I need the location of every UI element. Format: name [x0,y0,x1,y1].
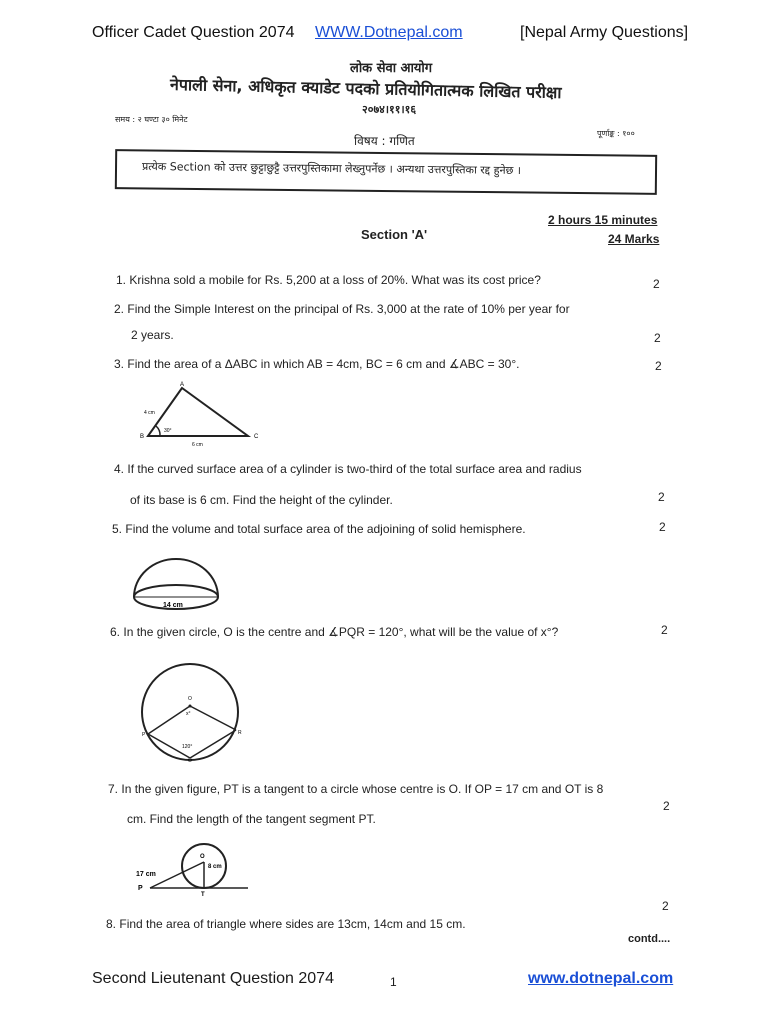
exam-subject: विषय : गणित [354,134,415,148]
question-1-marks: 2 [653,277,660,291]
label-p: P [138,885,143,892]
scanned-question-paper [100,50,680,950]
question-7: 7. In the given figure, PT is a tangent to a circle whose centre is O. If OP = 17 cm and OT is 8 [108,782,604,796]
exam-title: नेपाली सेना, अधिकृत क्याडेट पदको प्रतियोगितात्मक लिखित परीक्षा [169,74,562,103]
label-bc: 6 cm [192,442,203,448]
label-op: 17 cm [136,871,156,878]
label-t: T [201,892,205,896]
header-title: Officer Cadet Question 2074 [92,24,295,41]
label-r: R [238,730,242,736]
tangent-figure [136,840,256,896]
exam-date: २०७४।११।१६ [362,103,417,116]
continued-note: contd.... [628,933,671,945]
question-1: 1. Krishna sold a mobile for Rs. 5,200 at a loss of 20%. What was its cost price? [116,273,541,287]
label-c: C [254,434,259,440]
section-title: Section 'A' [361,227,428,242]
question-4-line-2: of its base is 6 cm. Find the height of the cylinder. [130,493,393,507]
instruction-text: प्रत्येक Section को उत्तर छुट्टाछुट्टै उत्तरपुस्तिकामा लेख्नुपर्नेछ । अन्यथा उत्तरपुस्तिका रद्द हुनेछ । [141,160,522,177]
footer-link[interactable]: www.dotnepal.com [528,970,674,987]
label-ot: 8 cm [208,864,222,870]
question-8: 8. Find the area of triangle where sides are 13cm, 14cm and 15 cm. [106,917,466,931]
question-8-marks: 2 [662,899,669,913]
label-angle-q: 120° [182,744,193,750]
question-2-line-2: 2 years. [131,328,174,342]
label-q: Q [188,758,192,762]
section-duration: 2 hours 15 minutes [548,213,658,227]
header-link[interactable]: WWW.Dotnepal.com [315,24,463,41]
label-a: A [180,382,185,388]
circle-figure [128,662,253,762]
question-5: 5. Find the volume and total surface area of the adjoining of solid hemisphere. [112,522,526,536]
page-number: 1 [390,975,397,989]
hemisphere-figure [130,555,225,615]
label-angle: 30° [164,428,172,434]
exam-time: समय : २ घण्टा ३० मिनेट [115,115,188,124]
question-2-marks: 2 [654,331,661,345]
section-marks: 24 Marks [608,232,660,246]
question-3-marks: 2 [655,359,662,373]
question-5-marks: 2 [659,520,666,534]
exam-full-marks: पूर्णाङ्क : १०० [597,129,635,138]
label-diameter: 14 cm [163,602,183,609]
label-ab: 4 cm [144,410,155,416]
label-b: B [140,434,145,440]
triangle-figure [140,380,270,454]
footer-title: Second Lieutenant Question 2074 [92,970,334,987]
label-o: O [200,854,205,860]
header-category: [Nepal Army Questions] [520,24,689,41]
exam-organization: लोक सेवा आयोग [350,61,433,76]
label-x: x° [186,711,191,717]
question-6-marks: 2 [661,623,668,637]
label-o: O [188,696,192,702]
question-7-line-2: cm. Find the length of the tangent segment PT. [127,812,376,826]
question-3: 3. Find the area of a ΔABC in which AB = 4cm, BC = 6 cm and ∡ABC = 30°. [114,357,520,371]
question-6: 6. In the given circle, O is the centre and ∡PQR = 120°, what will be the value of x°? [110,625,559,639]
label-p: P [142,732,146,738]
question-4-marks: 2 [658,490,665,504]
question-7-marks: 2 [663,799,670,813]
question-4: 4. If the curved surface area of a cylinder is two-third of the total surface area and radius [114,462,582,476]
question-2: 2. Find the Simple Interest on the principal of Rs. 3,000 at the rate of 10% per year for [114,302,570,316]
